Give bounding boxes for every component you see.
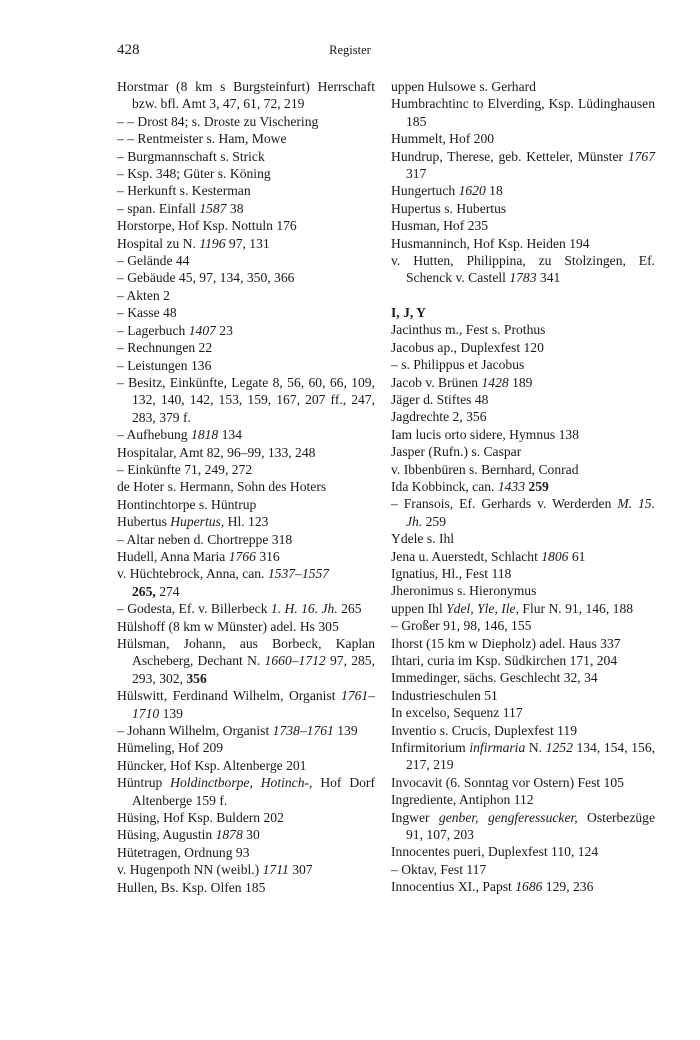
- index-entry: – Großer 91, 98, 146, 155: [391, 618, 532, 634]
- index-entry: Hupertus s. Hubertus: [391, 200, 507, 216]
- index-entry: Jacinthus m., Fest s. Prothus: [391, 322, 546, 338]
- index-entry: Hüncker, Hof Ksp. Altenberge 201: [117, 757, 307, 773]
- entry-text: 139: [333, 723, 358, 739]
- entry-italic: 1428: [481, 374, 509, 390]
- entry-text: 18: [485, 183, 503, 199]
- index-entry: Inventio s. Crucis, Duplexfest 119: [391, 722, 578, 738]
- entry-italic: 1711: [262, 862, 289, 878]
- entry-text: uppen Ihl: [391, 600, 447, 616]
- index-entry: Hummelt, Hof 200: [391, 131, 495, 147]
- index-entry: – Besitz, Einkünfte, Legate 8, 56, 60, 66, 109, 132, 140, 142, 153, 159, 167, 207 ff., 247, 283, 379 f.: [117, 374, 375, 425]
- index-entry: – Kasse 48: [117, 305, 177, 321]
- entry-bold: 356: [186, 670, 207, 686]
- index-entry: – s. Philippus et Jacobus: [391, 357, 525, 373]
- entry-text: Hülswitt, Ferdinand Wilhelm, Organist: [117, 688, 342, 704]
- index-entry: Innocentes pueri, Duplexfest 110, 124: [391, 844, 599, 860]
- entry-text: v. Hutten, Philippina, zu Stolzingen, Ef. Schenck v. Castell: [391, 253, 655, 286]
- entry-bold: 259: [525, 478, 549, 494]
- index-entry: Jagdrechte 2, 356: [391, 409, 487, 425]
- entry-text: 30: [242, 827, 260, 843]
- entry-text: Hüntrup: [117, 775, 171, 791]
- index-entry: uppen Hulsowe s. Gerhard: [391, 79, 536, 94]
- index-entry: [117, 426, 375, 443]
- entry-italic: 1686: [515, 879, 543, 895]
- entry-text: Hundrup, Therese, geb. Ketteler, Münster: [391, 148, 628, 164]
- entry-italic: 1738–1761: [272, 723, 334, 739]
- entry-text: 134, 154, 156, 217, 219: [406, 740, 656, 773]
- index-entry: [117, 687, 375, 722]
- entry-italic: 1806: [541, 548, 569, 564]
- entry-text: v. Hüchtebrock, Anna, can.: [117, 566, 268, 582]
- entry-text: 97, 131: [225, 235, 270, 251]
- index-entry: – Leistungen 136: [117, 357, 212, 373]
- index-entry: Ydele s. Ihl: [391, 531, 455, 547]
- entry-italic: 1407: [188, 322, 216, 338]
- index-entry: [391, 548, 655, 565]
- entry-italic: 1878: [215, 827, 243, 843]
- index-entry: Hülshoff (8 km w Münster) adel. Hs 305: [117, 618, 339, 634]
- entry-italic: Hupertus,: [170, 514, 225, 530]
- entry-text: – Lagerbuch: [117, 322, 189, 338]
- entry-text: 97, 285, 293, 302,: [132, 653, 376, 686]
- entry-italic: Ydel, Yle, Ile,: [446, 600, 519, 616]
- entry-text: 139: [159, 705, 183, 721]
- section-gap: [391, 287, 655, 304]
- page-number: 428: [117, 42, 140, 58]
- entry-text: Hüsing, Augustin: [117, 827, 216, 843]
- entry-text: 259: [422, 513, 447, 529]
- entry-italic: 1196: [199, 235, 226, 251]
- index-entry: Ihtari, curia im Ksp. Südkirchen 171, 204: [391, 653, 618, 668]
- index-entry: Jheronimus s. Hieronymus: [391, 583, 537, 599]
- index-entry: [391, 600, 655, 617]
- index-entry: [117, 774, 375, 809]
- entry-text: Hülsman, Johann, aus Borbeck, Kaplan Ascheberg, Dechant N.: [117, 636, 375, 669]
- index-entry: [391, 252, 655, 287]
- index-entry: – Gelände 44: [117, 253, 190, 269]
- entry-text: – Aufhebung: [117, 427, 192, 443]
- entry-italic: 1620: [458, 183, 486, 199]
- entry-text: Hof Dorf Altenberge 159 f.: [132, 775, 375, 808]
- entry-text: 134: [218, 427, 242, 443]
- index-entry: – Burgmannschaft s. Strick: [117, 148, 265, 164]
- entry-text: 316: [255, 548, 280, 564]
- index-entry: – Oktav, Fest 117: [391, 861, 487, 877]
- entry-text: Hl. 123: [224, 514, 269, 530]
- index-entry: [391, 374, 655, 391]
- entry-text: N.: [525, 740, 546, 756]
- index-entry: [117, 861, 375, 878]
- entry-italic: 1433: [497, 478, 526, 494]
- index-entry: [117, 722, 375, 739]
- index-entry: [391, 809, 655, 844]
- entry-text: – Johann Wilhelm, Organist: [117, 723, 273, 739]
- index-entry: Humbrachtinc to Elverding, Ksp. Lüdinghausen 185: [391, 96, 655, 129]
- entry-text: Jena u. Auerstedt, Schlacht: [391, 548, 542, 564]
- entry-text: 274: [155, 583, 180, 599]
- index-entry: Hospitalar, Amt 82, 96–99, 133, 248: [117, 444, 316, 460]
- index-entry: [391, 878, 655, 895]
- index-entry: [391, 478, 655, 495]
- index-column-right: [391, 78, 655, 896]
- index-entry: Husman, Hof 235: [391, 218, 489, 234]
- index-entry: Hütetragen, Ordnung 93: [117, 844, 250, 860]
- index-entry: Hüsing, Hof Ksp. Buldern 202: [117, 810, 284, 826]
- entry-italic: 1818: [191, 427, 219, 443]
- entry-italic: 1587: [199, 200, 227, 216]
- index-entry: Horstmar (8 km s Burgsteinfurt) Herrschaft bzw. bfl. Amt 3, 47, 61, 72, 219: [117, 79, 375, 112]
- index-entry: Horstorpe, Hof Ksp. Nottuln 176: [117, 218, 297, 234]
- index-entry: Jacobus ap., Duplexfest 120: [391, 339, 544, 355]
- entry-italic: infirmaria: [469, 740, 526, 756]
- entry-bold: 265,: [132, 583, 156, 599]
- entry-text: 341: [536, 270, 561, 286]
- index-column-left: [117, 78, 375, 896]
- entry-italic: 1537–1557: [267, 566, 330, 582]
- index-entry: – Akten 2: [117, 287, 170, 303]
- index-entry: [117, 548, 375, 565]
- index-entry: [117, 200, 375, 217]
- entry-text: Ida Kobbinck, can.: [391, 478, 498, 494]
- entry-text: 317: [406, 166, 427, 182]
- index-entry: Immedinger, sächs. Geschlecht 32, 34: [391, 670, 598, 686]
- index-entry: Ingrediente, Antiphon 112: [391, 792, 534, 808]
- index-entry: – Altar neben d. Chortreppe 318: [117, 531, 293, 547]
- index-entry: – Herkunft s. Kesterman: [117, 183, 251, 199]
- entry-italic: Holdinctborpe, Hotinch-,: [170, 775, 313, 791]
- index-entry: [117, 235, 375, 252]
- entry-italic: 1252: [545, 740, 573, 756]
- entry-text: 61: [568, 548, 586, 564]
- entry-text: Flur N. 91, 146, 188: [519, 600, 634, 616]
- entry-text: Hospital zu N.: [117, 235, 200, 251]
- index-entry: Jasper (Rufn.) s. Caspar: [391, 444, 522, 460]
- index-entry: Husmanninch, Hof Ksp. Heiden 194: [391, 235, 590, 251]
- index-entry: Industrieschulen 51: [391, 687, 498, 703]
- entry-italic: 1767: [627, 148, 655, 164]
- entry-text: Hungertuch: [391, 183, 459, 199]
- entry-text: Hudell, Anna Maria: [117, 548, 229, 564]
- index-entry: v. Ibbenbüren s. Bernhard, Conrad: [391, 461, 579, 477]
- entry-text: 307: [288, 862, 313, 878]
- index-entry: [391, 148, 655, 183]
- entry-text: Jacob v. Brünen: [391, 374, 482, 390]
- index-entry: Invocavit (6. Sonntag vor Ostern) Fest 105: [391, 774, 624, 790]
- entry-text: 23: [215, 322, 233, 338]
- index-entry: Ignatius, Hl., Fest 118: [391, 565, 512, 581]
- index-entry: Hontinchtorpe s. Hüntrup: [117, 496, 257, 512]
- entry-italic: 1783: [509, 270, 537, 286]
- index-entry: Ihorst (15 km w Diepholz) adel. Haus 337: [391, 635, 621, 651]
- entry-text: Innocentius XI., Papst: [391, 879, 516, 895]
- index-entry: [117, 513, 375, 530]
- entry-text: – span. Einfall: [117, 200, 200, 216]
- entry-italic: 1660–1712: [264, 653, 326, 669]
- entry-text: Ingwer: [391, 809, 439, 825]
- index-entry: Jäger d. Stiftes 48: [391, 391, 489, 407]
- index-entry: [391, 495, 655, 530]
- index-entry: [117, 635, 375, 687]
- entry-text: Infirmitorium: [391, 740, 470, 756]
- index-entry: Hullen, Bs. Ksp. Olfen 185: [117, 879, 266, 895]
- entry-italic: M. 15. Jh.: [406, 496, 656, 529]
- index-entry: Hümeling, Hof 209: [117, 740, 224, 756]
- entry-italic: 1766: [228, 548, 256, 564]
- index-entry: – Gebäude 45, 97, 134, 350, 366: [117, 270, 295, 286]
- index-entry: – Ksp. 348; Güter s. Köning: [117, 166, 271, 182]
- entry-text: – Fransois, Ef. Gerhards v. Werderden: [391, 496, 618, 512]
- index-entry: [117, 565, 375, 600]
- index-entry: – – Drost 84; s. Droste zu Vischering: [117, 113, 319, 129]
- index-entry: [117, 826, 375, 843]
- index-entry: [391, 182, 655, 199]
- entry-text: 265: [337, 601, 362, 617]
- index-entry: – Einkünfte 71, 249, 272: [117, 461, 253, 477]
- index-entry: In excelso, Sequenz 117: [391, 705, 523, 721]
- index-entry: de Hoter s. Hermann, Sohn des Hoters: [117, 479, 327, 495]
- index-entry: – – Rentmeister s. Ham, Mowe: [117, 131, 287, 147]
- entry-text: Osterbezüge 91, 107, 203: [406, 809, 655, 843]
- section-heading: I, J, Y: [391, 304, 426, 320]
- index-entry: [391, 739, 655, 774]
- entry-text: 129, 236: [542, 879, 594, 895]
- entry-text: 189: [508, 374, 533, 390]
- entry-text: v. Hugenpoth NN (weibl.): [117, 862, 263, 878]
- page-header: [117, 42, 583, 62]
- index-entry: [117, 600, 375, 617]
- index-entry: – Rechnungen 22: [117, 340, 213, 356]
- entry-text: 38: [226, 200, 244, 216]
- entry-italic: 1. H. 16. Jh.: [270, 601, 338, 617]
- running-title: Register: [329, 43, 371, 57]
- entry-italic: 1761–1710: [132, 688, 375, 721]
- entry-text: Hubertus: [117, 514, 171, 530]
- index-entry: Iam lucis orto sidere, Hymnus 138: [391, 426, 580, 442]
- entry-italic: genber, gengferessucker,: [438, 809, 578, 825]
- index-entry: [117, 322, 375, 339]
- entry-text: – Godesta, Ef. v. Billerbeck: [117, 601, 271, 617]
